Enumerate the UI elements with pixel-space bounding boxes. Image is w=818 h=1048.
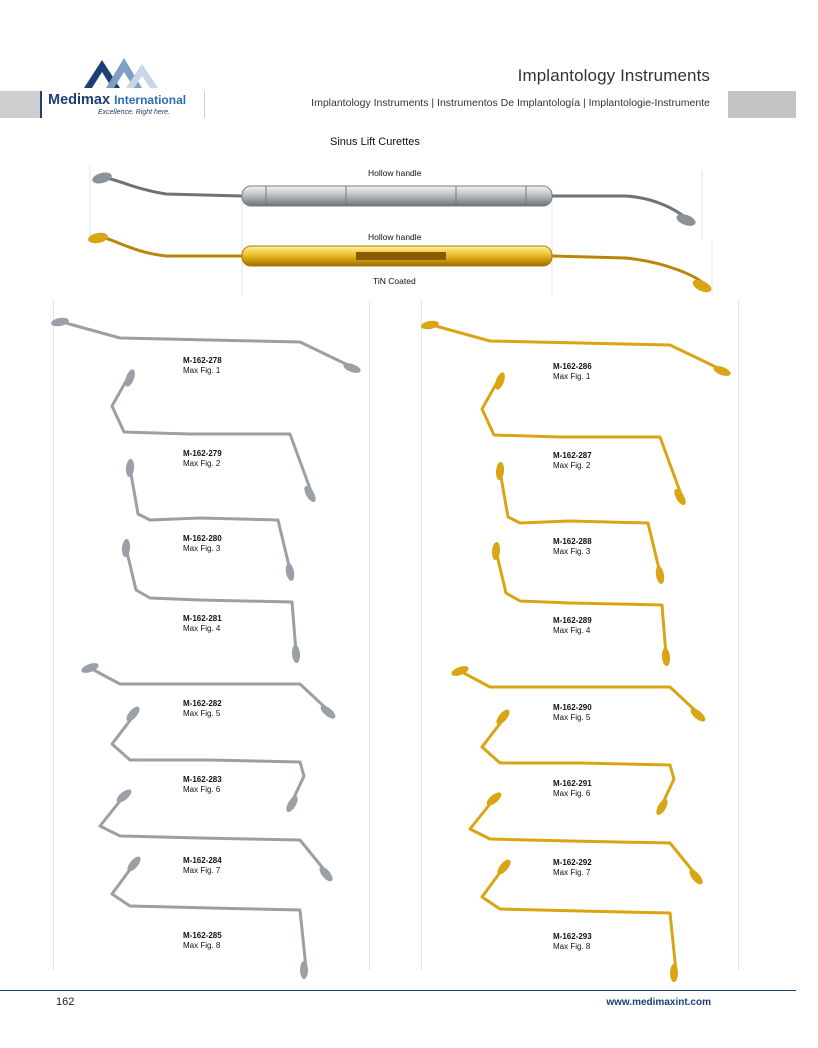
left-item-7	[183, 856, 222, 876]
silver-instrument-1-tip-1	[50, 316, 69, 327]
item-code: M-162-280	[183, 534, 222, 543]
left-item-5	[183, 699, 222, 719]
item-fig: Max Fig. 3	[553, 547, 591, 556]
logo-name-main: Medimax	[48, 92, 111, 108]
page-number: 162	[56, 996, 75, 1008]
gold-handle-label: Hollow handle	[368, 232, 422, 242]
right-item-3	[553, 537, 592, 557]
left-item-4	[183, 614, 222, 634]
gold-instrument-8-tip-2	[670, 964, 678, 982]
gold-instrument-3	[500, 471, 660, 573]
item-code: M-162-291	[553, 779, 592, 788]
item-fig: Max Fig. 1	[553, 372, 591, 381]
silver-instrument-3-tip-1	[125, 459, 135, 478]
item-fig: Max Fig. 8	[553, 942, 591, 951]
item-code: M-162-287	[553, 451, 592, 460]
silver-instrument-3-tip-2	[284, 562, 295, 581]
left-item-1	[183, 356, 222, 376]
silver-instrument-2	[112, 374, 312, 494]
left-item-3	[183, 534, 222, 554]
item-fig: Max Fig. 1	[183, 366, 221, 375]
gold-instrument-4-tip-2	[661, 648, 671, 667]
item-code: M-162-286	[553, 362, 592, 371]
header-subtitle: Implantology Instruments | Instrumentos De Implantología | Implantologie-Instrumente	[311, 97, 710, 109]
gold-instrument-8	[482, 867, 676, 971]
item-code: M-162-282	[183, 699, 222, 708]
left-item-2	[183, 449, 222, 469]
item-fig: Max Fig. 5	[553, 713, 591, 722]
item-code: M-162-293	[553, 932, 592, 941]
item-fig: Max Fig. 3	[183, 544, 221, 553]
item-fig: Max Fig. 2	[553, 461, 591, 470]
silver-instrument-8	[112, 864, 306, 968]
silver-instrument-3	[130, 468, 290, 570]
left-item-6	[183, 775, 222, 795]
silver-instrument-8-tip-2	[300, 961, 308, 979]
item-code: M-162-279	[183, 449, 222, 458]
right-item-7	[553, 858, 592, 878]
silver-instrument-7-tip-2	[317, 865, 335, 884]
item-fig: Max Fig. 6	[183, 785, 221, 794]
right-item-4	[553, 616, 592, 636]
footer-line	[0, 990, 796, 991]
gold-instrument-3-tip-2	[654, 565, 665, 584]
right-item-5	[553, 703, 592, 723]
item-fig: Max Fig. 7	[553, 868, 591, 877]
gold-instrument-7-tip-2	[687, 868, 705, 887]
section-title: Sinus Lift Curettes	[330, 136, 420, 148]
right-item-1	[553, 362, 592, 382]
logo-name-suffix: International	[114, 93, 187, 107]
silver-instrument-4	[126, 548, 296, 652]
gold-instrument-3-tip-1	[495, 462, 505, 481]
item-code: M-162-289	[553, 616, 592, 625]
item-fig: Max Fig. 2	[183, 459, 221, 468]
logo-tagline: Excellence. Right here.	[98, 109, 170, 116]
item-fig: Max Fig. 4	[183, 624, 221, 633]
item-fig: Max Fig. 7	[183, 866, 221, 875]
item-code: M-162-283	[183, 775, 222, 784]
gold-instrument-4	[496, 551, 666, 655]
right-item-2	[553, 451, 592, 471]
silver-instrument-4-tip-2	[291, 645, 301, 664]
right-item-8	[553, 932, 592, 952]
right-item-6	[553, 779, 592, 799]
item-code: M-162-292	[553, 858, 592, 867]
page-header-title: Implantology Instruments	[517, 66, 710, 85]
item-fig: Max Fig. 4	[553, 626, 591, 635]
gold-instrument-6-tip-2	[654, 797, 670, 817]
item-fig: Max Fig. 5	[183, 709, 221, 718]
gold-instrument-6-tip-1	[494, 708, 512, 727]
item-code: M-162-278	[183, 356, 222, 365]
gold-instrument-4-tip-1	[491, 542, 501, 561]
gold-instrument-1-tip-1	[420, 319, 439, 330]
item-code: M-162-281	[183, 614, 222, 623]
item-code: M-162-284	[183, 856, 222, 865]
gold-coating-label: TiN Coated	[373, 276, 416, 286]
silver-handle-label: Hollow handle	[368, 168, 422, 178]
item-code: M-162-290	[553, 703, 592, 712]
silver-instrument-6-tip-1	[124, 705, 142, 724]
silver-instrument-6-tip-2	[284, 794, 300, 814]
silver-instrument-4-tip-1	[121, 539, 131, 558]
item-fig: Max Fig. 8	[183, 941, 221, 950]
item-fig: Max Fig. 6	[553, 789, 591, 798]
gold-instrument-2	[482, 377, 682, 497]
item-code: M-162-288	[553, 537, 592, 546]
left-item-8	[183, 931, 222, 951]
item-code: M-162-285	[183, 931, 222, 940]
website-link[interactable]: www.medimaxint.com	[606, 997, 711, 1008]
